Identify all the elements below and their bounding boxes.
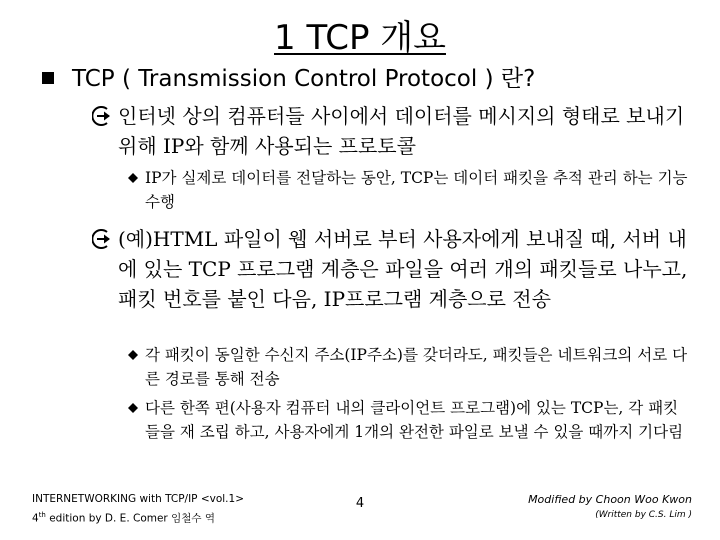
footer-written-by: (Written by C.S. Lim )	[595, 510, 692, 520]
diamond-bullet-icon	[128, 350, 138, 360]
footer-book-title: INTERNETWORKING with TCP/IP <vol.1>	[32, 493, 244, 505]
subpoint-2-1-text: 각 패킷이 동일한 수신지 주소(IP주소)를 갖더라도, 패킷들은 네트워크의 서로 다른 경로를 통해 전송	[145, 346, 688, 388]
subpoint-1-1	[128, 166, 688, 214]
point-1-text: 인터넷 상의 컴퓨터들 사이에서 데이터를 메시지의 형태로 보내기 위해 IP와 함께 사용되는 프로토콜	[118, 104, 685, 158]
diamond-bullet-icon	[128, 173, 138, 183]
footer-book-info	[32, 491, 244, 527]
subpoint-1-1-text: IP가 실제로 데이터를 전달하는 동안, TCP는 데이터 패킷을 추적 관리 하는 기능 수행	[145, 169, 688, 211]
footer-edition: 4th edition by D. E. Comer 임철수 역	[32, 511, 216, 525]
subpoint-2-1	[128, 343, 688, 391]
footer-modified-by: Modified by Choon Woo Kwon	[528, 493, 692, 506]
point-1	[92, 101, 692, 161]
subpoint-2-2	[128, 396, 688, 444]
slide-title: 1 TCP 개요	[274, 18, 446, 58]
point-2	[92, 224, 692, 314]
arrow-bullet-icon	[92, 224, 116, 254]
page-number: 4	[355, 496, 365, 511]
point-2-text: (예)HTML 파일이 웹 서버로 부터 사용자에게 보내질 때, 서버 내에 있는 TCP 프로그램 계층은 파일을 여러 개의 패킷들로 나누고, 패킷 번호를 붙인 다음, IP프로그램 계층으로 전송	[118, 227, 688, 311]
heading-text: TCP ( Transmission Control Protocol ) 란?	[72, 66, 536, 92]
square-bullet-icon	[42, 72, 54, 84]
diamond-bullet-icon	[128, 403, 138, 413]
subpoint-2-2-text: 다른 한쪽 편(사용자 컴퓨터 내의 클라이언트 프로그램)에 있는 TCP는, 각 패킷들을 재 조립 하고, 사용자에게 1개의 완전한 파일로 보낼 수 있을 때까지 기다림	[145, 399, 684, 441]
main-heading	[42, 62, 702, 96]
footer-credits	[528, 492, 692, 522]
arrow-bullet-icon	[92, 101, 116, 131]
